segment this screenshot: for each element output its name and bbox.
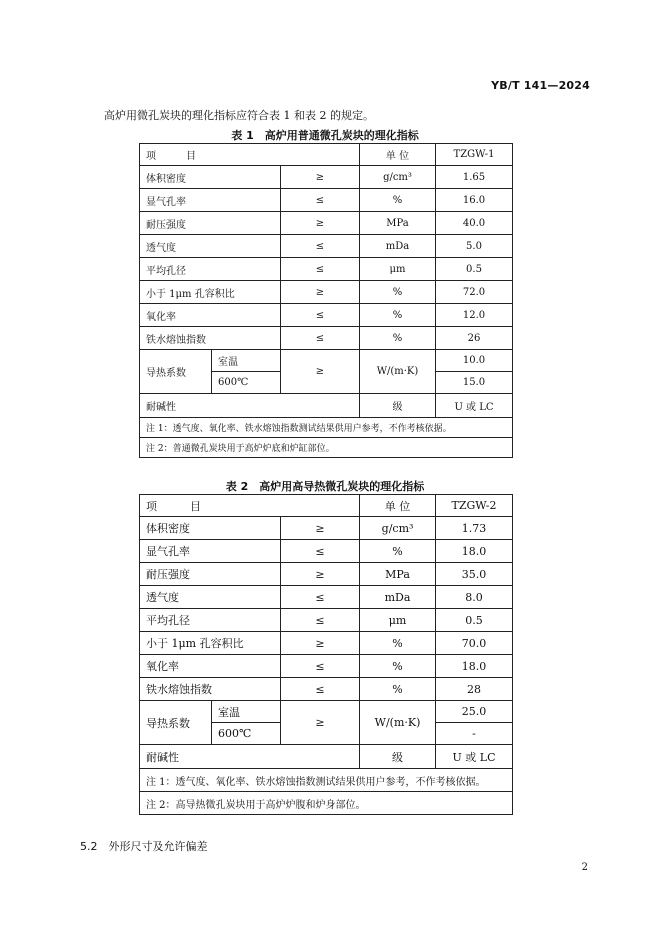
table-row bbox=[140, 258, 513, 281]
standard-code: YB/T 141—2024 bbox=[491, 79, 590, 92]
row-unit: % bbox=[360, 189, 436, 212]
row-unit: % bbox=[360, 304, 436, 327]
note-row bbox=[140, 792, 513, 815]
row-name: 透气度 bbox=[140, 235, 281, 258]
row-value: 18.0 bbox=[436, 540, 513, 563]
row-name: 小于 1μm 孔容积比 bbox=[140, 281, 281, 304]
table-row bbox=[140, 166, 513, 189]
row-value: 1.65 bbox=[436, 166, 513, 189]
row-value: 18.0 bbox=[436, 655, 513, 678]
table-row bbox=[140, 189, 513, 212]
row-symbol: ≤ bbox=[281, 609, 360, 632]
row-symbol: ≥ bbox=[281, 563, 360, 586]
thermal-unit: W/(m·K) bbox=[360, 350, 436, 394]
row-symbol: ≥ bbox=[281, 281, 360, 304]
row-symbol: ≤ bbox=[281, 327, 360, 350]
row-name: 平均孔径 bbox=[140, 258, 281, 281]
row-value: 28 bbox=[436, 678, 513, 701]
row-unit: % bbox=[360, 678, 436, 701]
row-name: 氧化率 bbox=[140, 304, 281, 327]
note-2: 注 2：普通微孔炭块用于高炉炉底和炉缸部位。 bbox=[140, 438, 513, 458]
row-unit: % bbox=[360, 540, 436, 563]
thermal-name: 导热系数 bbox=[140, 701, 212, 745]
row-name: 显气孔率 bbox=[140, 189, 281, 212]
alkali-row bbox=[140, 745, 513, 769]
table-row bbox=[140, 655, 513, 678]
row-symbol: ≤ bbox=[281, 540, 360, 563]
table-row bbox=[140, 212, 513, 235]
note-2: 注 2：高导热微孔炭块用于高炉炉腹和炉身部位。 bbox=[140, 792, 513, 815]
row-value: 0.5 bbox=[436, 609, 513, 632]
note-row bbox=[140, 418, 513, 438]
row-name: 体积密度 bbox=[140, 166, 281, 189]
row-symbol: ≤ bbox=[281, 258, 360, 281]
row-symbol: ≥ bbox=[281, 632, 360, 655]
row-name: 铁水熔蚀指数 bbox=[140, 678, 281, 701]
row-name: 平均孔径 bbox=[140, 609, 281, 632]
alkali-unit: 级 bbox=[360, 745, 436, 769]
table1 bbox=[139, 143, 513, 458]
header-item: 项 目 bbox=[140, 144, 360, 166]
row-unit: % bbox=[360, 655, 436, 678]
header-grade: TZGW-1 bbox=[436, 144, 513, 166]
table-row bbox=[140, 563, 513, 586]
thermal-value-600: - bbox=[436, 723, 513, 745]
row-symbol: ≤ bbox=[281, 235, 360, 258]
alkali-name: 耐碱性 bbox=[140, 394, 360, 418]
note-row bbox=[140, 438, 513, 458]
alkali-name: 耐碱性 bbox=[140, 745, 360, 769]
row-value: 5.0 bbox=[436, 235, 513, 258]
table1-header-row bbox=[140, 144, 513, 166]
intro-paragraph: 高炉用微孔炭块的理化指标应符合表 1 和表 2 的规定。 bbox=[104, 109, 374, 122]
table1-caption: 表 1 高炉用普通微孔炭块的理化指标 bbox=[231, 129, 419, 142]
table-row bbox=[140, 678, 513, 701]
row-value: 40.0 bbox=[436, 212, 513, 235]
thermal-value-room: 10.0 bbox=[436, 350, 513, 372]
row-unit: % bbox=[360, 281, 436, 304]
row-symbol: ≥ bbox=[281, 166, 360, 189]
header-item: 项 目 bbox=[140, 495, 360, 517]
row-name: 铁水熔蚀指数 bbox=[140, 327, 281, 350]
alkali-unit: 级 bbox=[360, 394, 436, 418]
thermal-value-room: 25.0 bbox=[436, 701, 513, 723]
row-symbol: ≥ bbox=[281, 517, 360, 540]
row-symbol: ≤ bbox=[281, 304, 360, 327]
row-unit: g/cm³ bbox=[360, 166, 436, 189]
row-value: 35.0 bbox=[436, 563, 513, 586]
row-unit: mDa bbox=[360, 586, 436, 609]
note-row bbox=[140, 769, 513, 792]
row-name: 显气孔率 bbox=[140, 540, 281, 563]
row-name: 小于 1μm 孔容积比 bbox=[140, 632, 281, 655]
row-unit: g/cm³ bbox=[360, 517, 436, 540]
row-value: 16.0 bbox=[436, 189, 513, 212]
row-name: 体积密度 bbox=[140, 517, 281, 540]
row-unit: μm bbox=[360, 258, 436, 281]
alkali-value: U 或 LC bbox=[436, 745, 513, 769]
row-unit: MPa bbox=[360, 212, 436, 235]
row-value: 72.0 bbox=[436, 281, 513, 304]
row-value: 8.0 bbox=[436, 586, 513, 609]
note-1: 注 1：透气度、氧化率、铁水熔蚀指数测试结果供用户参考，不作考核依据。 bbox=[140, 769, 513, 792]
table2-caption: 表 2 高炉用高导热微孔炭块的理化指标 bbox=[225, 480, 425, 493]
table-row bbox=[140, 327, 513, 350]
thermal-sub-room-temp: 室温 bbox=[212, 701, 281, 723]
row-value: 26 bbox=[436, 327, 513, 350]
row-name: 透气度 bbox=[140, 586, 281, 609]
row-symbol: ≤ bbox=[281, 189, 360, 212]
row-symbol: ≤ bbox=[281, 586, 360, 609]
alkali-value: U 或 LC bbox=[436, 394, 513, 418]
row-unit: % bbox=[360, 632, 436, 655]
thermal-name: 导热系数 bbox=[140, 350, 212, 394]
thermal-row bbox=[140, 701, 513, 723]
thermal-row bbox=[140, 350, 513, 372]
note-1: 注 1：透气度、氧化率、铁水熔蚀指数测试结果供用户参考，不作考核依据。 bbox=[140, 418, 513, 438]
table2-header-row bbox=[140, 495, 513, 517]
page-number: 2 bbox=[581, 862, 588, 873]
row-unit: % bbox=[360, 327, 436, 350]
header-unit: 单 位 bbox=[360, 144, 436, 166]
table-row bbox=[140, 540, 513, 563]
row-name: 氧化率 bbox=[140, 655, 281, 678]
thermal-sub-600: 600℃ bbox=[212, 723, 281, 745]
table-row bbox=[140, 609, 513, 632]
row-value: 12.0 bbox=[436, 304, 513, 327]
table-row bbox=[140, 517, 513, 540]
table2 bbox=[139, 494, 513, 815]
table-row bbox=[140, 632, 513, 655]
row-unit: MPa bbox=[360, 563, 436, 586]
row-symbol: ≤ bbox=[281, 655, 360, 678]
thermal-sub-600: 600℃ bbox=[212, 372, 281, 394]
row-value: 0.5 bbox=[436, 258, 513, 281]
thermal-unit: W/(m·K) bbox=[360, 701, 436, 745]
table-row bbox=[140, 304, 513, 327]
table-row bbox=[140, 586, 513, 609]
section-heading: 5.2 外形尺寸及允许偏差 bbox=[80, 840, 208, 853]
row-symbol: ≤ bbox=[281, 678, 360, 701]
thermal-value-600: 15.0 bbox=[436, 372, 513, 394]
row-value: 1.73 bbox=[436, 517, 513, 540]
alkali-row bbox=[140, 394, 513, 418]
thermal-symbol: ≥ bbox=[281, 350, 360, 394]
row-unit: mDa bbox=[360, 235, 436, 258]
header-grade: TZGW-2 bbox=[436, 495, 513, 517]
row-unit: μm bbox=[360, 609, 436, 632]
row-name: 耐压强度 bbox=[140, 212, 281, 235]
row-name: 耐压强度 bbox=[140, 563, 281, 586]
header-unit: 单 位 bbox=[360, 495, 436, 517]
row-value: 70.0 bbox=[436, 632, 513, 655]
row-symbol: ≥ bbox=[281, 212, 360, 235]
table-row bbox=[140, 281, 513, 304]
thermal-symbol: ≥ bbox=[281, 701, 360, 745]
table-row bbox=[140, 235, 513, 258]
thermal-sub-room-temp: 室温 bbox=[212, 350, 281, 372]
